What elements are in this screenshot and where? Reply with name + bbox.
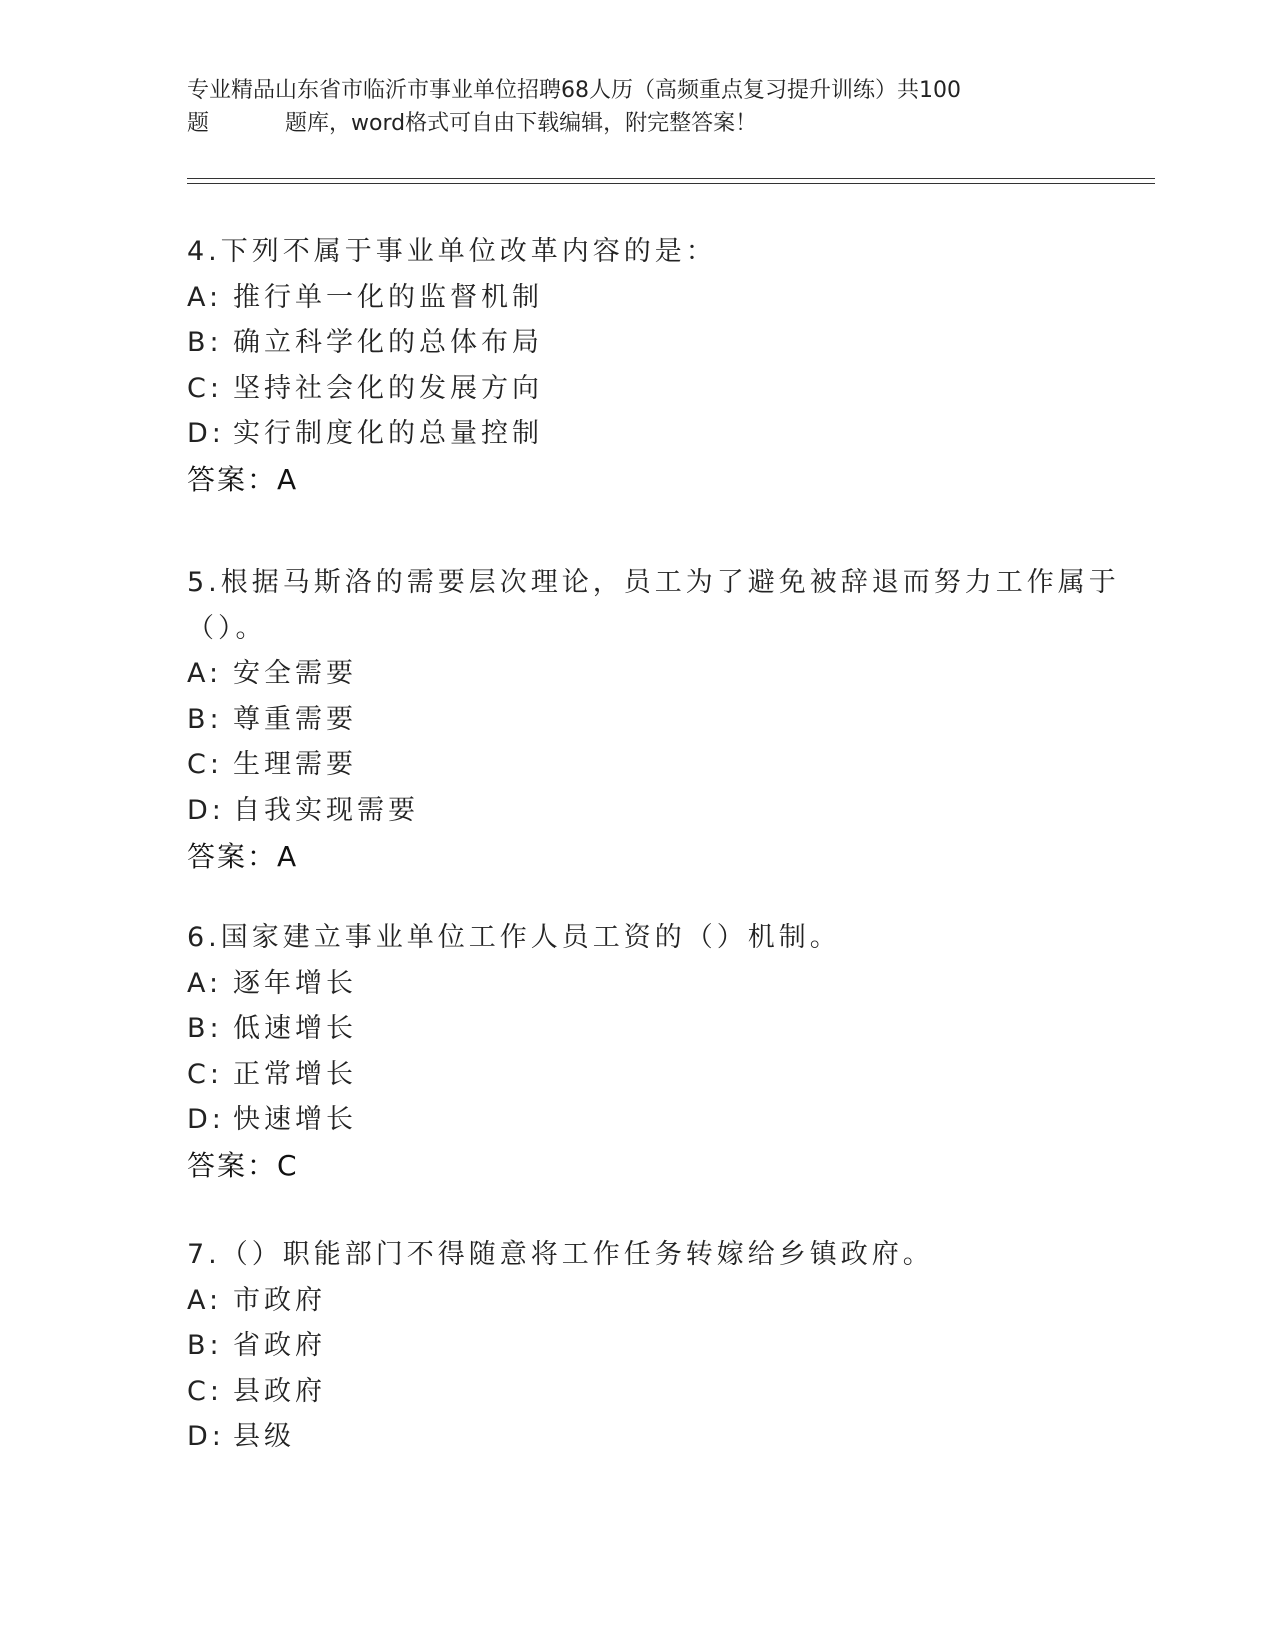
option-text: 低速增长 <box>233 1013 357 1045</box>
option-text: 正常增长 <box>233 1058 357 1090</box>
question-stem: 5.根据马斯洛的需要层次理论，员工为了避免被辞退而努力工作属于 <box>187 567 1120 598</box>
option-key: C: <box>187 1375 223 1407</box>
option-key: B: <box>187 1013 223 1045</box>
option-b <box>187 320 1087 366</box>
option-key: B: <box>187 703 223 735</box>
option-text: 生理需要 <box>233 749 357 781</box>
option-a <box>187 275 1087 321</box>
option-text: 实行制度化的总量控制 <box>233 418 543 450</box>
option-b <box>187 697 1087 743</box>
option-text: 县政府 <box>233 1375 326 1407</box>
option-text: 县级 <box>233 1421 295 1453</box>
header-divider-bottom <box>187 183 1155 184</box>
option-text: 尊重需要 <box>233 703 357 735</box>
option-text: 安全需要 <box>233 658 357 690</box>
option-key: D: <box>187 418 225 450</box>
header-title-line-1: 专业精品山东省市临沂市事业单位招聘68人历（高频重点复习提升训练）共100 <box>187 78 961 103</box>
question-4 <box>187 229 1087 503</box>
question-stem: 6.国家建立事业单位工作人员工资的（）机制。 <box>187 922 841 953</box>
option-key: D: <box>187 1421 225 1453</box>
option-d <box>187 788 1087 834</box>
option-key: A: <box>187 967 223 999</box>
question-5 <box>187 560 1120 879</box>
option-d <box>187 1414 1087 1460</box>
option-c <box>187 366 1087 412</box>
option-a <box>187 651 1087 697</box>
header-title-line-2-left: 题 <box>187 111 210 136</box>
option-text: 逐年增长 <box>233 967 357 999</box>
option-a <box>187 961 1087 1007</box>
option-b <box>187 1006 1087 1052</box>
option-key: A: <box>187 281 223 313</box>
option-key: C: <box>187 372 223 404</box>
option-key: B: <box>187 327 223 359</box>
option-text: 坚持社会化的发展方向 <box>233 372 543 404</box>
option-text: 自我实现需要 <box>233 794 419 826</box>
option-key: B: <box>187 1330 223 1362</box>
option-key: D: <box>187 1104 225 1136</box>
option-key: C: <box>187 1058 223 1090</box>
option-text: 市政府 <box>233 1284 326 1316</box>
option-d <box>187 1097 1087 1143</box>
option-text: 快速增长 <box>233 1104 357 1136</box>
header-title-line-2 <box>187 107 1087 140</box>
option-d <box>187 411 1087 457</box>
option-text: 省政府 <box>233 1330 326 1362</box>
question-stem: 7.（）职能部门不得随意将工作任务转嫁给乡镇政府。 <box>187 1239 934 1270</box>
option-a <box>187 1278 1087 1324</box>
option-text: 推行单一化的监督机制 <box>233 281 543 313</box>
option-c <box>187 1052 1087 1098</box>
option-key: A: <box>187 658 223 690</box>
option-b <box>187 1323 1087 1369</box>
option-key: C: <box>187 749 223 781</box>
document-header <box>187 74 1087 140</box>
header-title-line-2-right: 题库，word格式可自由下载编辑，附完整答案！ <box>285 111 758 136</box>
question-stem: 4.下列不属于事业单位改革内容的是： <box>187 236 717 267</box>
answer-label: 答案：C <box>187 1148 299 1182</box>
answer-label: 答案：A <box>187 462 299 496</box>
question-6 <box>187 915 1087 1189</box>
header-divider-top <box>187 178 1155 179</box>
option-text: 确立科学化的总体布局 <box>233 327 543 359</box>
option-key: A: <box>187 1284 223 1316</box>
option-key: D: <box>187 794 225 826</box>
answer-label: 答案：A <box>187 839 299 873</box>
question-7 <box>187 1232 1087 1460</box>
option-c <box>187 742 1087 788</box>
question-stem-continuation: （）。 <box>187 612 267 644</box>
option-c <box>187 1369 1087 1415</box>
